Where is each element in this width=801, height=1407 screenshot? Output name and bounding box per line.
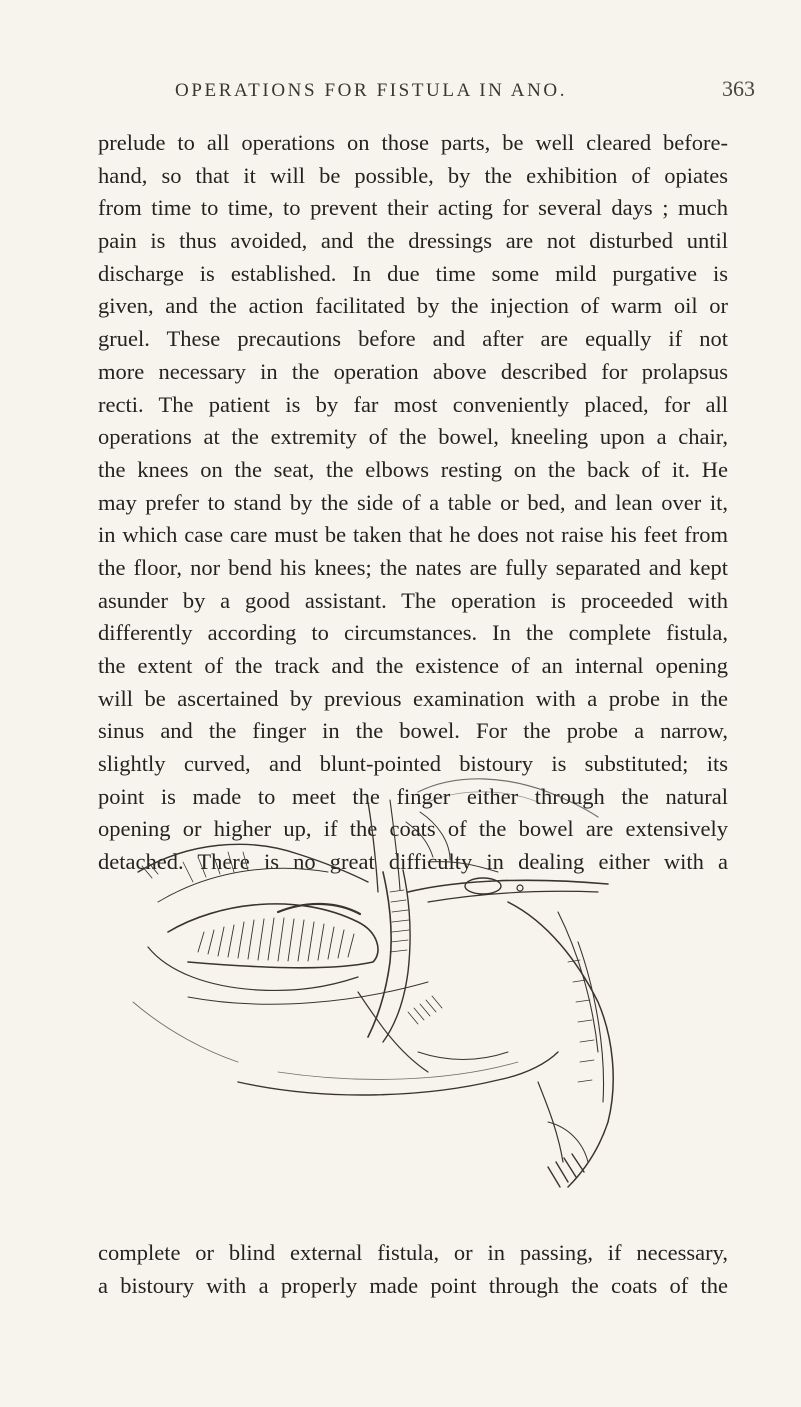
running-head (0, 76, 801, 110)
text-line: asunder by a good assistant. The operation is proceeded with (98, 587, 728, 613)
text-line: from time to time, to prevent their acting for several days ; much (98, 195, 728, 221)
text-line: hand, so that it will be possible, by the exhibition of opiates (98, 162, 728, 188)
text-line: may prefer to stand by the side of a table or bed, and lean over it, (98, 489, 728, 515)
text-line: prelude to all operations on those parts, be well cleared before- (98, 130, 728, 155)
text-line: pain is thus avoided, and the dressings are not disturbed until (98, 228, 728, 254)
text-line: given, and the action facilitated by the injection of warm oil or (98, 293, 728, 319)
text-line: recti. The patient is by far most conveniently placed, for all (98, 391, 728, 417)
text-line: the knees on the seat, the elbows resting on the back of it. He (98, 456, 728, 482)
text-line: sinus and the finger in the bowel. For the probe a narrow, (98, 718, 728, 744)
running-title: OPERATIONS FOR FISTULA IN ANO. (175, 80, 568, 101)
text-line: a bistoury with a properly made point through the coats of the (98, 1272, 728, 1298)
body-text-continued (98, 1237, 728, 1302)
text-line: in which case care must be taken that he does not raise his feet from (98, 522, 728, 548)
text-line: the extent of the track and the existence of an internal opening (98, 653, 728, 678)
text-line: gruel. These precautions before and after are equally if not (98, 326, 728, 352)
text-line: more necessary in the operation above described for prolapsus (98, 358, 728, 384)
text-line: complete or blind external fistula, or in passing, if necessary, (98, 1240, 728, 1265)
text-line: the floor, nor bend his knees; the nates are fully separated and kept (98, 554, 728, 580)
text-line: differently according to circumstances. In the complete fistula, (98, 620, 728, 646)
text-line: opening or higher up, if the coats of the bowel are extensively (98, 816, 728, 842)
fistula-operation-engraving-icon (128, 762, 638, 1217)
text-line: discharge is established. In due time some mild purgative is (98, 260, 728, 286)
page-number: 363 (722, 76, 755, 101)
text-line: slightly curved, and blunt-pointed bistoury is substituted; its (98, 751, 728, 777)
text-line: will be ascertained by previous examination with a probe in the (98, 685, 728, 711)
text-line: operations at the extremity of the bowel, kneeling upon a chair, (98, 424, 728, 450)
text-line: point is made to meet the finger either through the natural (98, 783, 728, 809)
text-line: detached. There is no great difficulty in dealing either with a (98, 849, 728, 875)
